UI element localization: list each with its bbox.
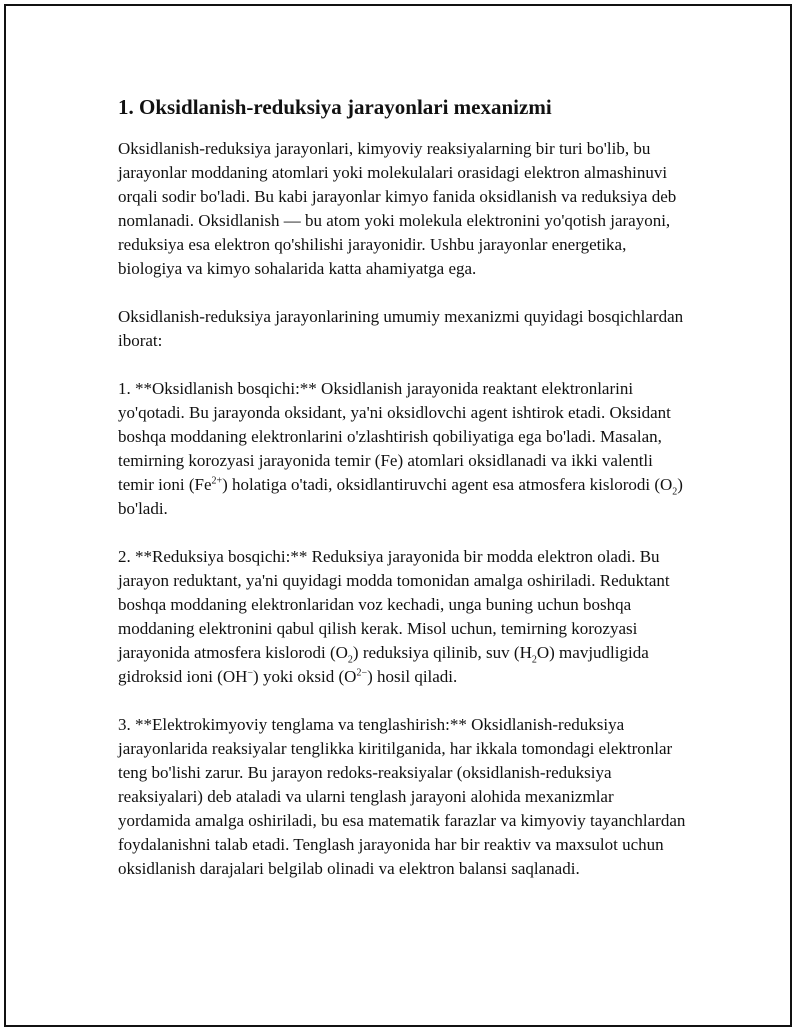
document-body	[118, 92, 688, 905]
charge-superscript: 2−	[356, 667, 368, 679]
text-run: 2. **Reduksiya bosqichi:** Reduksiya jarayonida bir modda elektron oladi. Bu jarayon reduktant, ya'ni quyidagi modda tomonidan amalga oshiriladi. Reduktant boshqa moddaning elektronlaridan voz kechadi, unga buning uchun boshqa moddaning elektronini qabul qilish kerak. Misol uchun, temirning korozyasi jarayonida atmosfera kislorodi (O	[118, 547, 670, 662]
formula-subscript: 2	[531, 654, 537, 666]
text-run: ) hosil qiladi.	[367, 667, 458, 686]
text-run: 1. **Oksidlanish bosqichi:** Oksidlanish jarayonida reaktant elektronlarini yo'qotadi. Bu jarayonda oksidant, ya'ni oksidlovchi agent ishtirok etadi. Oksidant boshqa moddaning elektronlarini o'zlashtirish qobiliyatiga ega bo'ladi. Masalan, temirning korozyasi jarayonida temir (Fe) atomlari oksidlanadi va ikki valentli temir ioni (Fe	[118, 379, 671, 494]
paragraph-balancing-step: 3. **Elektrokimyoviy tenglama va tenglashirish:** Oksidlanish-reduksiya jarayonlarida reaksiyalar tenglikka kiritilganida, har ikkala tomondagi elektronlar teng bo'lishi zarur. Bu jarayon redoks-reaksiyalar (oksidlanish-reduksiya reaksiyalari) deb ataladi va ularni tenglash jarayoni alohida mexanizmlar yordamida amalga oshiriladi, bu esa matematik farazlar va kimyoviy tayanchlardan foydalanishni talab etadi. Tenglash jarayonida har bir reaktiv va maxsulot uchun oksidlanish darajalari belgilab olinadi va elektron balansi saqlanadi.	[118, 715, 686, 878]
section-heading: 1. Oksidlanish-reduksiya jarayonlari mexanizmi	[118, 95, 552, 119]
charge-superscript: −	[247, 667, 254, 679]
paragraph-mechanism-lead: Oksidlanish-reduksiya jarayonlarining umumiy mexanizmi quyidagi bosqichlardan iborat:	[118, 307, 684, 350]
text-run: ) bo'ladi.	[118, 475, 683, 518]
text-run: O) mavjudligida gidroksid ioni (OH	[118, 643, 649, 686]
text-run: ) reduksiya qilinib, suv (H	[352, 643, 532, 662]
paragraph-intro: Oksidlanish-reduksiya jarayonlari, kimyoviy reaksiyalarning bir turi bo'lib, bu jarayonlar moddaning atomlari yoki molekulalari orasidagi elektron almashinuvi orqali sodir bo'ladi. Bu kabi jarayonlar kimyo fanida oksidlanish va reduksiya deb nomlanadi. Oksidlanish — bu atom yoki molekula elektronini yo'qotish jarayoni, reduksiya esa elektron qo'shilishi jarayonidir. Ushbu jarayonlar energetika, biologiya va kimyo sohalarida katta ahamiyatga ega.	[118, 139, 677, 278]
charge-superscript: 2+	[211, 475, 223, 487]
text-run: ) holatiga o'tadi, oksidlantiruvchi agent esa atmosfera kislorodi (O	[222, 475, 673, 494]
formula-subscript: 2	[347, 654, 353, 666]
text-run: ) yoki oksid (O	[253, 667, 357, 686]
paragraph-reduction-step	[118, 545, 688, 689]
paragraph-oxidation-step	[118, 377, 688, 521]
formula-subscript: 2	[672, 486, 678, 498]
